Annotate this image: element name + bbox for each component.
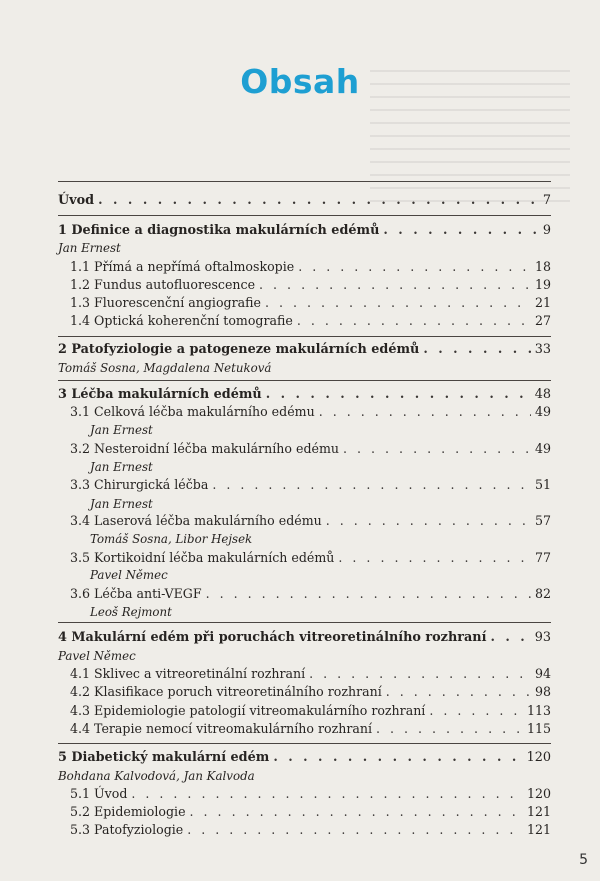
entry-label: 3.2 Nesteroidní léčba makulárního edému	[70, 441, 340, 456]
leader-dots	[319, 404, 531, 420]
leader-dots	[383, 223, 538, 239]
entry-page: 82	[534, 586, 551, 601]
leader-dots	[386, 684, 531, 700]
entry-page: 57	[534, 513, 551, 528]
leader-dots	[259, 277, 531, 293]
toc-entry-section[interactable]	[70, 822, 551, 838]
entry-page: 98	[534, 684, 551, 699]
section-divider	[58, 336, 551, 337]
entry-page: 115	[526, 721, 551, 736]
toc-entry-section[interactable]	[70, 259, 551, 275]
leader-dots	[273, 750, 522, 766]
entry-page: 113	[526, 703, 551, 718]
entry-label: 4.4 Terapie nemocí vitreomakulárního rozhraní	[70, 721, 373, 736]
leader-dots	[326, 513, 531, 529]
leader-dots	[423, 342, 530, 358]
entry-author: Tomáš Sosna, Libor Hejsek	[90, 532, 253, 546]
entry-label: 3.6 Léčba anti-VEGF	[70, 586, 202, 601]
leader-dots	[298, 259, 531, 275]
leader-dots	[206, 586, 531, 602]
toc-entry-section[interactable]	[70, 721, 551, 737]
entry-page: 18	[534, 259, 551, 274]
entry-page: 7	[542, 193, 551, 208]
entry-page: 27	[534, 313, 551, 328]
toc-entry-section[interactable]	[70, 666, 551, 682]
toc-entry-section[interactable]	[70, 313, 551, 329]
entry-author: Jan Ernest	[58, 241, 121, 255]
entry-page: 51	[534, 477, 551, 492]
toc-entry-section[interactable]	[70, 441, 551, 457]
toc-entry-chapter[interactable]	[58, 630, 551, 646]
toc-entry-section[interactable]	[70, 513, 551, 529]
entry-label: 1 Definice a diagnostika makulárních edémů	[58, 223, 380, 238]
entry-page: 94	[534, 666, 551, 681]
entry-author: Tomáš Sosna, Magdalena Netuková	[58, 361, 272, 375]
entry-page: 48	[534, 387, 551, 402]
section-divider	[58, 622, 551, 623]
entry-page: 33	[534, 342, 551, 357]
toc-entry-chapter[interactable]	[58, 750, 551, 766]
entry-label: 1.4 Optická koherenční tomografie	[70, 313, 293, 328]
toc-entry-chapter[interactable]	[58, 387, 551, 403]
entry-label: 3.3 Chirurgická léčba	[70, 477, 209, 492]
toc-entry-chapter[interactable]	[58, 342, 551, 358]
entry-label: 4 Makulární edém při poruchách vitreoretinálního rozhraní	[58, 630, 487, 645]
entry-author: Leoš Rejmont	[90, 605, 172, 619]
section-divider	[58, 181, 551, 182]
entry-label: 5 Diabetický makulární edém	[58, 750, 270, 765]
toc-entry-section[interactable]	[70, 404, 551, 420]
entry-page: 93	[534, 630, 551, 645]
leader-dots	[297, 313, 531, 329]
leader-dots	[376, 721, 523, 737]
entry-author: Jan Ernest	[90, 460, 153, 474]
entry-author: Jan Ernest	[90, 423, 153, 437]
entry-page: 77	[534, 550, 551, 565]
toc-entry-section[interactable]	[70, 277, 551, 293]
section-divider	[58, 215, 551, 216]
entry-page: 19	[534, 277, 551, 292]
entry-label: 4.2 Klasifikace poruch vitreoretinálního rozhraní	[70, 684, 382, 699]
toc-entry-section[interactable]	[70, 786, 551, 802]
entry-label: 2 Patofyziologie a patogeneze makulárních edémů	[58, 342, 420, 357]
entry-author: Jan Ernest	[90, 497, 153, 511]
entry-page: 120	[526, 750, 551, 765]
leader-dots	[187, 822, 523, 838]
entry-label: 3.4 Laserová léčba makulárního edému	[70, 513, 322, 528]
entry-page: 121	[526, 804, 551, 819]
leader-dots	[343, 441, 531, 457]
entry-label: 1.3 Fluorescenční angiografie	[70, 295, 261, 310]
entry-label: 1.1 Přímá a nepřímá oftalmoskopie	[70, 259, 295, 274]
toc-entry-section[interactable]	[70, 586, 551, 602]
toc-entry-section[interactable]	[70, 477, 551, 493]
leader-dots	[190, 804, 523, 820]
entry-author: Bohdana Kalvodová, Jan Kalvoda	[58, 769, 255, 783]
leader-dots	[490, 630, 530, 646]
entry-label: 5.1 Úvod	[70, 786, 128, 801]
entry-label: 3 Léčba makulárních edémů	[58, 387, 262, 402]
toc-entry-chapter[interactable]	[58, 193, 551, 209]
leader-dots	[429, 703, 523, 719]
entry-page: 120	[526, 786, 551, 801]
toc-entry-section[interactable]	[70, 684, 551, 700]
entry-author: Pavel Němec	[90, 568, 168, 582]
section-divider	[58, 743, 551, 744]
entry-page: 49	[534, 441, 551, 456]
entry-label: 3.1 Celková léčba makulárního edému	[70, 404, 315, 419]
leader-dots	[212, 477, 531, 493]
entry-label: 5.3 Patofyziologie	[70, 822, 184, 837]
leader-dots	[98, 193, 539, 209]
leader-dots	[338, 550, 531, 566]
toc-entry-section[interactable]	[70, 804, 551, 820]
toc-entry-section[interactable]	[70, 295, 551, 311]
leader-dots	[265, 295, 531, 311]
toc-entry-chapter[interactable]	[58, 223, 551, 239]
entry-page: 49	[534, 404, 551, 419]
entry-label: 4.3 Epidemiologie patologií vitreomakulárního rozhraní	[70, 703, 426, 718]
leader-dots	[131, 786, 523, 802]
toc-entry-section[interactable]	[70, 703, 551, 719]
entry-page: 121	[526, 822, 551, 837]
entry-label: 3.5 Kortikoidní léčba makulárních edémů	[70, 550, 335, 565]
page-number: 5	[579, 852, 588, 868]
entry-label: Úvod	[58, 193, 95, 208]
entry-page: 21	[534, 295, 551, 310]
page-title: Obsah	[240, 62, 360, 101]
leader-dots	[309, 666, 531, 682]
entry-label: 1.2 Fundus autofluorescence	[70, 277, 256, 292]
leader-dots	[266, 387, 531, 403]
entry-label: 4.1 Sklivec a vitreoretinální rozhraní	[70, 666, 306, 681]
section-divider	[58, 380, 551, 381]
toc-entry-section[interactable]	[70, 550, 551, 566]
entry-label: 5.2 Epidemiologie	[70, 804, 186, 819]
entry-page: 9	[542, 223, 551, 238]
entry-author: Pavel Němec	[58, 649, 136, 663]
